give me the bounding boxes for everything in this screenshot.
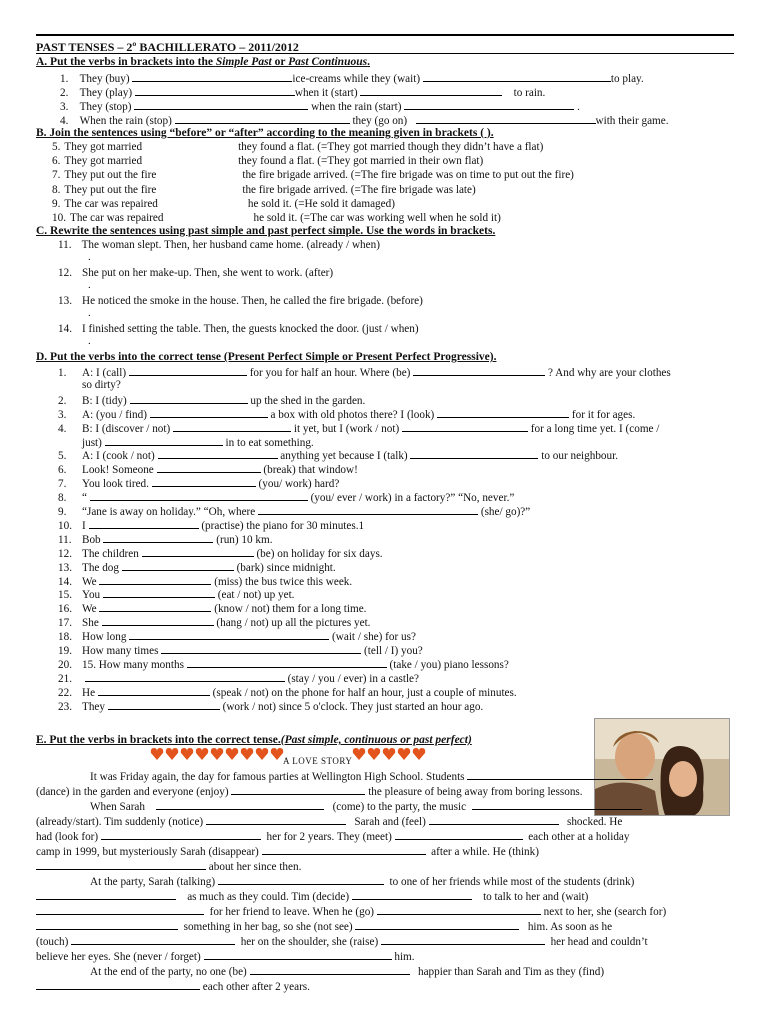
answer-blank[interactable] [156, 799, 324, 810]
sentence-part: 15. How many months [82, 658, 184, 671]
sentence-part: (tell / I) you? [364, 645, 423, 657]
exercise-d-continuation [82, 435, 314, 449]
sentence-a: They got married [64, 155, 143, 168]
answer-blank[interactable] [416, 113, 596, 124]
sentence-part: it yet, but I (work / not) [293, 422, 400, 435]
item-number: 13. [58, 561, 72, 574]
answer-blank[interactable] [122, 560, 234, 571]
sentence-part: (eat / not) up yet. [217, 589, 295, 602]
exercise-d-12 [58, 546, 383, 560]
item-number: 2. [58, 394, 67, 407]
top-rule [36, 34, 734, 36]
sentence-part: B: I (tidy) [82, 394, 127, 407]
sentence-part: We [82, 575, 97, 588]
exercise-d-9 [58, 504, 530, 518]
answer-blank[interactable] [187, 657, 387, 668]
item-number: 13. [58, 295, 72, 307]
item-number: 6. [58, 464, 67, 477]
exercise-d-5 [58, 448, 618, 462]
answer-blank[interactable] [152, 476, 256, 487]
sentence-part: You [82, 589, 101, 602]
answer-blank[interactable] [129, 629, 329, 640]
item-number: 9. [52, 197, 61, 210]
exercise-d-3 [58, 407, 635, 421]
sentence-part: “Jane is away on holiday.” “Oh, where [82, 506, 256, 518]
exercise-b-10 [52, 212, 501, 224]
title-rule [36, 53, 734, 54]
sentence-part: up the shed in the garden. [250, 394, 366, 407]
answer-blank[interactable] [36, 979, 200, 990]
answer-blank[interactable] [130, 393, 248, 404]
answer-blank[interactable] [108, 699, 220, 710]
sentence: The woman slept. Then, her husband came home. (already / when) [81, 239, 380, 251]
exercise-d-8 [58, 490, 514, 504]
sentence-part: “ [82, 492, 87, 505]
exercise-d-23 [58, 699, 483, 713]
sentence-part: (hang / not) up all the pictures yet. [216, 617, 371, 630]
item-number: 12. [58, 547, 72, 560]
sentence-part: (you/ work) hard? [258, 478, 340, 491]
item-number: 5. [58, 450, 67, 463]
sentence-part: (wait / she) for us? [332, 631, 416, 644]
item-number: 4. [58, 422, 67, 435]
exercise-c-12 [58, 267, 333, 279]
answer-blank[interactable] [437, 407, 569, 418]
answer-blank[interactable] [381, 934, 545, 945]
sentence-part: (practise) the piano for 30 minutes.1 [201, 519, 365, 532]
item-number: 15. [58, 589, 72, 602]
answer-line-dot[interactable]: . [88, 307, 91, 319]
item-number: 20. [58, 658, 72, 671]
exercise-b-5 [52, 141, 543, 153]
exercise-d-2 [58, 393, 365, 407]
answer-blank[interactable] [404, 99, 574, 110]
item-number: 5. [52, 141, 61, 153]
answer-blank[interactable] [36, 889, 176, 900]
answer-blank[interactable] [377, 904, 541, 915]
section-d-title: D. Put the verbs into the correct tense (Present Perfect Simple or Present Perfect Progressive). [36, 351, 497, 363]
answer-blank[interactable] [150, 407, 268, 418]
answer-blank[interactable] [99, 601, 211, 612]
answer-blank[interactable] [395, 829, 523, 840]
sentence-part: Bob [82, 533, 101, 546]
item-number: 7. [58, 478, 67, 491]
sentence-part: How many times [82, 645, 159, 657]
sentence-part: for it for ages. [571, 408, 636, 421]
exercise-a-2: 2. They (play) when it (start) to rain. [60, 87, 546, 99]
answer-blank[interactable] [161, 643, 361, 654]
answer-blank[interactable] [135, 85, 295, 96]
answer-blank[interactable] [218, 874, 384, 885]
sentence-part: A: I (cook / not) [82, 450, 155, 463]
item-number: 8. [52, 183, 61, 196]
sentence-part: anything yet because I (talk) [280, 450, 408, 463]
answer-blank[interactable] [103, 587, 215, 598]
exercise-c-13 [58, 295, 423, 307]
story-paragraph: It was Friday again, the day for famous parties at Wellington High School. Students (dance) in the garden and everyone (enjoy) the pleasure of being away from boring lessons. When Sarah (come) to the party, the music (already/start). Tim suddenly (notice) Sarah and (feel) shocked. He had (look for) her for 2 years. They (meet) each other at a holiday camp in 1999, but mysteriously Sarah (disappear) after a while. He (think) about her since then. At the party, Sarah (talking) to one of her friends while most of the students (drink) as much as they could. Tim (decide) to talk to her and (wait) for her friend to leave. When he (go) next to her, she (search for) something in her bag, so she (not see) him. As soon as he (touch) her on the shoulder, she (raise) her head and couldn’t believe her eyes. She (never / forget) him. At the end of the party, no one (be) happier than Sarah and Tim as they (find) each other after 2 years. [36, 771, 667, 993]
sentence-part: (run) 10 km. [216, 533, 273, 546]
answer-blank[interactable] [360, 85, 502, 96]
answer-line-dot[interactable]: . [88, 335, 91, 347]
sentence-part: How long [82, 631, 127, 644]
answer-blank[interactable] [231, 784, 365, 795]
item-number: 19. [58, 645, 72, 657]
answer-blank[interactable] [262, 844, 426, 855]
exercise-d-continuation [82, 379, 121, 391]
answer-blank[interactable] [204, 949, 392, 960]
hearts-decoration-left [150, 747, 285, 766]
answer-blank[interactable] [36, 859, 206, 870]
sentence-part: (she/ go)?” [480, 506, 531, 518]
sentence-part: just) [82, 436, 102, 449]
answer-blank[interactable] [258, 504, 478, 515]
sentence-part: (be) on holiday for six days. [256, 547, 383, 560]
item-number: 16. [58, 603, 72, 616]
answer-blank[interactable] [158, 448, 278, 459]
section-c-title: C. Rewrite the sentences using past simple and past perfect simple. Use the words in brackets. [36, 225, 496, 237]
exercise-a-3: 3. They (stop) when the rain (start) . [60, 101, 580, 113]
sentence-b: he sold it. (=The car was working well when he sold it) [253, 212, 501, 224]
answer-blank[interactable] [89, 518, 199, 529]
exercise-d-19 [58, 643, 423, 657]
exercise-d-22 [58, 685, 517, 699]
exercise-b-8 [52, 184, 476, 196]
item-number: 6. [52, 155, 61, 168]
item-number: 23. [58, 700, 72, 713]
answer-blank[interactable] [71, 934, 235, 945]
item-number: 7. [52, 169, 61, 182]
sentence: I finished setting the table. Then, the guests knocked the door. (just / when) [81, 323, 419, 335]
exercise-c-11 [58, 239, 380, 251]
section-a-title: A. Put the verbs in brackets into the Simple Past or Past Continuous. [36, 56, 370, 68]
item-number: 11. [58, 533, 72, 546]
sentence: She put on her make-up. Then, she went to work. (after) [81, 267, 334, 279]
exercise-b-9 [52, 198, 395, 210]
answer-blank[interactable] [105, 435, 223, 446]
answer-blank[interactable] [410, 448, 538, 459]
sentence-part: to our neighbour. [541, 450, 619, 463]
exercise-d-20 [58, 657, 509, 671]
exercise-d-11 [58, 532, 273, 546]
item-number: 14. [58, 575, 72, 588]
sentence-part: so dirty? [82, 378, 121, 391]
answer-blank[interactable] [101, 829, 261, 840]
exercise-d-15 [58, 587, 294, 601]
sentence-part: (stay / you / ever) in a castle? [287, 672, 419, 685]
item-number: 22. [58, 686, 72, 699]
exercise-a-4: 4. When the rain (stop) they (go on) with their game. [60, 115, 669, 127]
exercise-d-21 [58, 671, 419, 685]
item-number: 8. [58, 492, 67, 505]
section-e-title: E. Put the verbs in brackets into the correct tense.(Past simple, continuous or past perfect) [36, 734, 472, 746]
item-number: 10. [52, 212, 66, 224]
sentence-a: They put out the fire [64, 169, 157, 182]
exercise-c-14 [58, 323, 419, 335]
exercise-a-1: 1. They (buy) ice-creams while they (wait) to play. [60, 73, 644, 85]
sentence-a: They got married [64, 141, 143, 153]
item-number: 1. [58, 367, 67, 379]
item-number: 11. [58, 239, 72, 251]
sentence-part: for you for half an hour. Where (be) [249, 367, 411, 379]
answer-blank[interactable] [142, 546, 254, 557]
answer-blank[interactable] [413, 365, 545, 376]
sentence-part: The children [82, 547, 139, 560]
exercise-d-1 [58, 365, 671, 379]
sentence-part: A: (you / find) [82, 408, 147, 421]
sentence-part: Look! Someone [82, 464, 154, 477]
answer-blank[interactable] [102, 615, 214, 626]
item-number: 10. [58, 519, 72, 532]
answer-blank[interactable] [206, 814, 346, 825]
answer-line-dot[interactable]: . [88, 279, 91, 291]
sentence-part: (break) that window! [263, 464, 358, 477]
answer-blank[interactable] [429, 814, 559, 825]
item-number: 18. [58, 631, 72, 644]
sentence-part: We [82, 603, 97, 616]
answer-blank[interactable] [173, 421, 291, 432]
sentence-a: They put out the fire [64, 183, 157, 196]
sentence-part: She [82, 617, 99, 630]
sentence-b: the fire brigade arrived. (=The fire brigade was late) [242, 183, 476, 196]
exercise-d-10 [58, 518, 364, 532]
sentence-part: B: I (discover / not) [82, 422, 171, 435]
exercise-d-18 [58, 629, 416, 643]
sentence-part: He [82, 686, 96, 699]
answer-blank[interactable] [472, 799, 642, 810]
answer-blank[interactable] [157, 462, 261, 473]
answer-blank[interactable] [467, 769, 653, 780]
answer-blank[interactable] [103, 532, 213, 543]
answer-blank[interactable] [352, 889, 472, 900]
answer-blank[interactable] [175, 113, 350, 124]
answer-blank[interactable] [355, 919, 519, 930]
sentence-b: the fire brigade arrived. (=The fire brigade was on time to put out the fire) [242, 169, 574, 182]
answer-line-dot[interactable]: . [88, 251, 91, 263]
story-title: A LOVE STORY [283, 756, 353, 766]
answer-blank[interactable] [423, 71, 611, 82]
exercise-d-13 [58, 560, 336, 574]
exercise-b-7 [52, 169, 574, 181]
exercise-d-6 [58, 462, 358, 476]
sentence-part: They [82, 700, 105, 713]
sentence: He noticed the smoke in the house. Then, he called the fire brigade. (before) [81, 295, 423, 307]
sentence-part: (know / not) them for a long time. [214, 603, 367, 616]
sentence-part: (work / not) since 5 o'clock. They just started an hour ago. [222, 700, 484, 713]
sentence-part: ? And why are your clothes [548, 367, 671, 379]
sentence-part: I [82, 519, 86, 532]
sentence-b: they found a flat. (=They got married though they didn’t have a flat) [238, 141, 544, 153]
sentence-a: The car was repaired [64, 197, 158, 210]
item-number: 14. [58, 323, 72, 335]
exercise-d-14 [58, 574, 352, 588]
sentence-part: The dog [82, 561, 119, 574]
answer-blank[interactable] [85, 671, 285, 682]
answer-blank[interactable] [132, 71, 292, 82]
sentence-part: (bark) since midnight. [236, 561, 336, 574]
sentence-part: (you/ ever / work) in a factory?” “No, never.” [310, 492, 515, 505]
answer-blank[interactable] [98, 685, 210, 696]
hearts-decoration-right [352, 747, 432, 766]
page-title: PAST TENSES – 2º BACHILLERATO – 2011/2012 [36, 40, 299, 54]
exercise-d-4 [58, 421, 659, 435]
exercise-b-6 [52, 155, 483, 167]
sentence-part: a box with old photos there? I (look) [270, 408, 435, 421]
sentence-part: A: I (call) [82, 367, 127, 379]
item-number: 3. [58, 408, 67, 421]
exercise-d-17 [58, 615, 370, 629]
sentence-b: they found a flat. (=They got married in their own flat) [238, 155, 484, 168]
sentence-part: (speak / not) on the phone for half an hour, just a couple of minutes. [212, 686, 517, 699]
sentence-part: (take / you) piano lessons? [389, 658, 509, 671]
item-number: 21. [58, 672, 72, 685]
exercise-d-16 [58, 601, 366, 615]
sentence-part: in to eat something. [225, 436, 314, 449]
sentence-part: (miss) the bus twice this week. [214, 575, 353, 588]
sentence-a: The car was repaired [69, 212, 164, 224]
item-number: 12. [58, 267, 72, 279]
answer-blank[interactable] [99, 574, 211, 585]
section-b-title: B. Join the sentences using “before” or “after” according to the meaning given in brackets ( ). [36, 127, 494, 139]
answer-blank[interactable] [36, 919, 178, 930]
answer-blank[interactable] [250, 964, 410, 975]
answer-blank[interactable] [90, 490, 308, 501]
item-number: 9. [58, 506, 67, 518]
sentence-b: he sold it. (=He sold it damaged) [247, 197, 395, 210]
sentence-part: You look tired. [82, 478, 149, 491]
answer-blank[interactable] [402, 421, 528, 432]
item-number: 17. [58, 617, 72, 630]
answer-blank[interactable] [134, 99, 308, 110]
answer-blank[interactable] [36, 904, 204, 915]
sentence-part: for a long time yet. I (come / [530, 422, 660, 435]
answer-blank[interactable] [129, 365, 247, 376]
exercise-d-7 [58, 476, 339, 490]
